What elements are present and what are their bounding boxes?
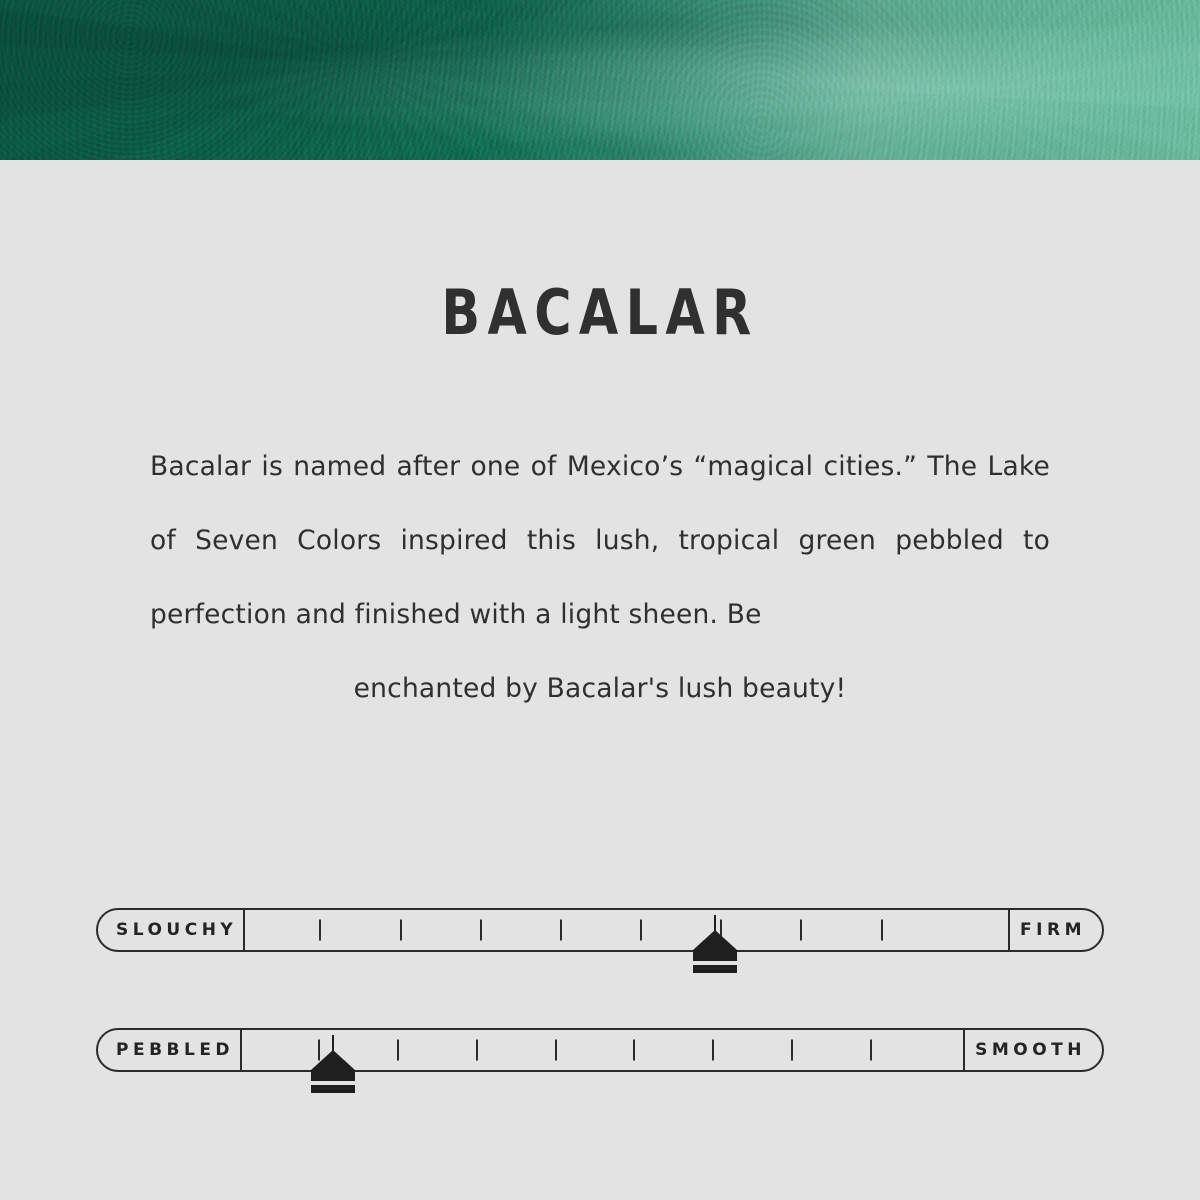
marker-arrow-icon (693, 930, 737, 950)
tick (870, 1040, 872, 1061)
tick (480, 920, 482, 941)
texture-scale-ticks (266, 1030, 922, 1070)
tick (640, 920, 642, 941)
tick (633, 1040, 635, 1061)
marker-foot (693, 965, 737, 973)
page-title: BACALAR (441, 276, 759, 349)
structure-scale[interactable] (96, 908, 1104, 952)
tick (712, 1040, 714, 1061)
texture-scale-right-label: SMOOTH (963, 1030, 1102, 1070)
structure-scale-left-label: SLOUCHY (98, 910, 245, 950)
structure-scale-marker[interactable] (692, 926, 738, 982)
texture-scale-marker[interactable] (310, 1046, 356, 1102)
description-line-1: Bacalar is named after one of Mexico’s “magical cities.” The (150, 451, 978, 482)
tick (319, 920, 321, 941)
description-line-3: pebbled to perfection and finished with a light sheen. Be (150, 525, 1050, 630)
leather-sheen-highlight (0, 0, 1200, 160)
marker-body (311, 1070, 355, 1081)
tick (400, 920, 402, 941)
description-line-2: Lake of Seven Colors inspired this lush, tropical green (150, 451, 1051, 556)
tick (555, 1040, 557, 1061)
leather-swatch-image (0, 0, 1200, 160)
tick (881, 920, 883, 941)
product-description (150, 430, 1050, 726)
structure-scale-right-label: FIRM (1008, 910, 1102, 950)
tick (791, 1040, 793, 1061)
structure-scale-ticks (266, 910, 934, 950)
tick (476, 1040, 478, 1061)
marker-foot (311, 1085, 355, 1093)
marker-arrow-icon (311, 1050, 355, 1070)
marker-body (693, 950, 737, 961)
tick (397, 1040, 399, 1061)
tick (560, 920, 562, 941)
tick (800, 920, 802, 941)
texture-scale[interactable] (96, 1028, 1104, 1072)
description-line-4: enchanted by Bacalar's lush beauty! (353, 673, 847, 704)
texture-scale-left-label: PEBBLED (98, 1030, 242, 1070)
